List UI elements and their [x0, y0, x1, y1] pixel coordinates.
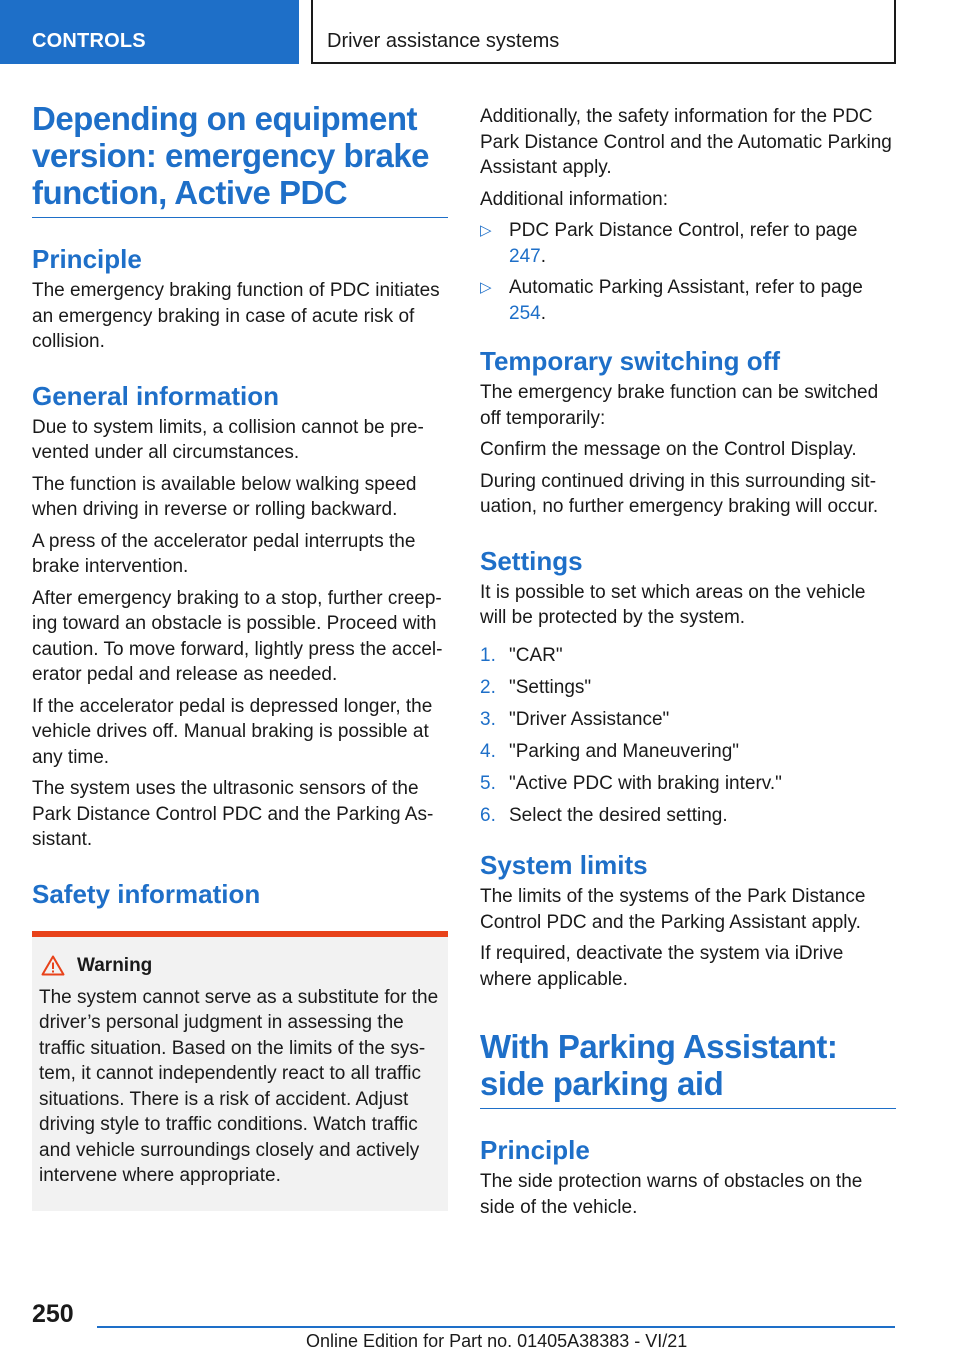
- reference-list: [480, 218, 896, 326]
- step-number: 1.: [480, 644, 496, 666]
- warning-box: [32, 937, 448, 1211]
- right-column: [480, 100, 896, 1220]
- list-item: [480, 771, 896, 797]
- triangle-bullet-icon: ▷: [480, 222, 492, 239]
- limits-paragraph: The limits of the systems of the Park Distance Control PDC and the Parking Assistant apply.: [480, 886, 866, 933]
- chapter-tab: [311, 0, 896, 64]
- section-title: Depending on equipment version: emergency brake function, Active PDC: [32, 100, 448, 218]
- temporary-switching-off-heading: Temporary switching off: [480, 346, 780, 376]
- side-parking-title: With Parking Assistant: side parking aid: [480, 1028, 896, 1109]
- warning-header: [39, 955, 441, 977]
- step-number: 4.: [480, 740, 496, 762]
- section-label: CONTROLS: [32, 30, 146, 52]
- warning-text: The system cannot serve as a substitute for the driver’s personal judgment in assessing the traffic situation. Based on the limits of the sys‐tem, it cannot independently react to all traffic situations. There is a risk of accident. Adjust driving style to traffic conditions. Watch traffic and vehicle surroundings closely and actively intervene where appropriate.: [39, 986, 439, 1186]
- temp-paragraph: During continued driving in this surrounding sit‐uation, no further emergency braking will occur.: [480, 470, 879, 517]
- reference-text: PDC Park Distance Control, refer to page: [509, 220, 858, 241]
- step-number: 5.: [480, 772, 496, 794]
- principle-text: The emergency braking function of PDC initiates an emergency braking in case of acute risk of collision.: [32, 280, 440, 352]
- step-text: "CAR": [509, 644, 563, 666]
- general-paragraph: If the accelerator pedal is depressed longer, the vehicle drives off. Manual braking is possible at any time.: [32, 695, 433, 768]
- additional-info-label: Additional information:: [480, 188, 668, 210]
- side-principle-heading: Principle: [480, 1135, 590, 1165]
- edition-text: Online Edition for Part no. 01405A38383 - VI/21: [306, 1331, 688, 1351]
- triangle-bullet-icon: ▷: [480, 279, 492, 296]
- warning-title: Warning: [77, 954, 153, 976]
- limits-paragraph: If required, deactivate the system via iDrive where applicable.: [480, 943, 844, 990]
- step-text: "Parking and Maneuvering": [509, 740, 740, 762]
- chapter-label: Driver assistance systems: [327, 30, 560, 52]
- general-paragraph: A press of the accelerator pedal interrupts the brake intervention.: [32, 530, 416, 577]
- step-number: 3.: [480, 708, 496, 730]
- reference-text: Automatic Parking Assistant, refer to page: [509, 277, 863, 298]
- side-principle-text: The side protection warns of obstacles on the side of the vehicle.: [480, 1171, 863, 1218]
- system-limits-heading: System limits: [480, 850, 648, 880]
- list-item: ▷ PDC Park Distance Control, refer to page 247.: [480, 220, 858, 267]
- step-text: "Driver Assistance": [509, 708, 670, 730]
- list-item: [480, 739, 896, 765]
- left-column: [32, 100, 448, 1211]
- step-number: 2.: [480, 676, 496, 698]
- safety-info-heading: Safety information: [32, 878, 261, 909]
- list-item: ▷ Automatic Parking Assistant, refer to page 254.: [480, 277, 863, 324]
- temp-paragraph: The emergency brake function can be switched off temporarily:: [480, 382, 879, 429]
- settings-text: It is possible to set which areas on the vehicle will be protected by the system.: [480, 581, 866, 628]
- list-item: [480, 643, 896, 669]
- list-item: [480, 707, 896, 733]
- general-paragraph: After emergency braking to a stop, further creep‐ing toward an obstacle is possible. Proceed with caution. To move forward, lightly press the accel‐erator pedal and release as needed.: [32, 587, 443, 685]
- general-paragraph: The function is available below walking speed when driving in reverse or rolling backward.: [32, 473, 417, 520]
- step-number: 6.: [480, 804, 496, 826]
- page-number: 250: [32, 1300, 74, 1328]
- general-paragraph: The system uses the ultrasonic sensors of the Park Distance Control PDC and the Parking As‐sistant.: [32, 778, 434, 850]
- principle-heading: Principle: [32, 244, 142, 274]
- step-text: Select the desired setting.: [509, 804, 728, 826]
- general-info-heading: General information: [32, 380, 280, 411]
- list-item: [480, 803, 896, 829]
- settings-steps: [480, 643, 896, 829]
- general-paragraph: Due to system limits, a collision cannot be pre‐vented under all circumstances.: [32, 416, 424, 463]
- step-text: "Settings": [509, 676, 592, 698]
- additional-text: Additionally, the safety information for the PDC Park Distance Control and the Automatic Parking Assistant apply.: [480, 106, 892, 178]
- footer-divider: [97, 1326, 895, 1328]
- settings-heading: Settings: [480, 545, 583, 576]
- page-link[interactable]: 247: [509, 245, 541, 267]
- section-tab: [0, 0, 299, 64]
- warning-triangle-icon: [41, 955, 65, 976]
- temp-paragraph: Confirm the message on the Control Display.: [480, 439, 857, 460]
- list-item: [480, 675, 896, 701]
- step-text: "Active PDC with braking interv.": [509, 772, 782, 794]
- page-link[interactable]: 254: [509, 302, 541, 324]
